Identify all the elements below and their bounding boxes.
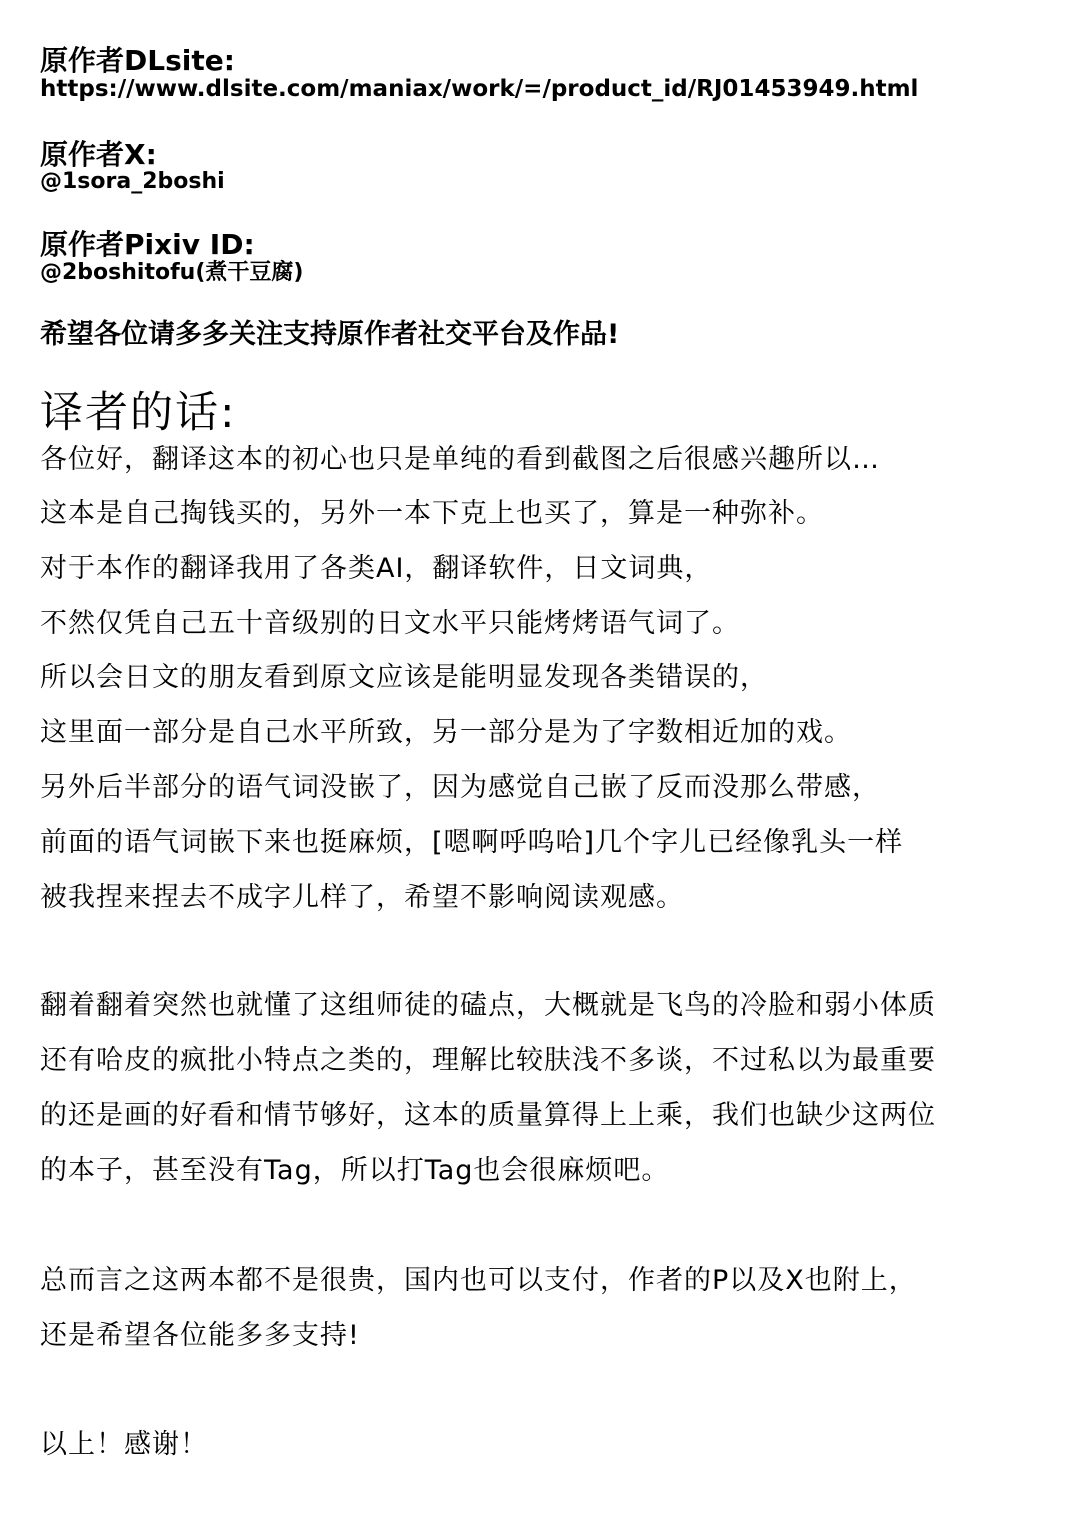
note-line: 对于本作的翻译我用了各类AI，翻译软件，日文词典， bbox=[40, 553, 713, 584]
note-line: 所以会日文的朋友看到原文应该是能明显发现各类错误的， bbox=[40, 662, 768, 693]
x-handle: @1sora_2boshi bbox=[40, 169, 225, 194]
pixiv-label: 原作者Pixiv ID: bbox=[40, 228, 255, 261]
note-line: 被我捏来捏去不成字儿样了，希望不影响阅读观感。 bbox=[40, 882, 684, 913]
pixiv-handle: @2boshitofu(煮干豆腐) bbox=[40, 260, 304, 285]
note-line: 还有哈皮的疯批小特点之类的，理解比较肤浅不多谈，不过私以为最重要 bbox=[40, 1045, 936, 1076]
note-line: 还是希望各位能多多支持! bbox=[40, 1320, 360, 1351]
dlsite-url: https://www.dlsite.com/maniax/work/=/product_id/RJ01453949.html bbox=[40, 76, 919, 102]
support-message: 希望各位请多多关注支持原作者社交平台及作品! bbox=[40, 319, 620, 350]
note-line: 总而言之这两本都不是很贵，国内也可以支付，作者的P以及X也附上， bbox=[40, 1265, 917, 1296]
note-line: 这本是自己掏钱买的，另外一本下克上也买了，算是一种弥补。 bbox=[40, 498, 824, 529]
note-line: 前面的语气词嵌下来也挺麻烦，[嗯啊呼呜哈]几个字儿已经像乳头一样 bbox=[40, 827, 904, 858]
note-line: 这里面一部分是自己水平所致，另一部分是为了字数相近加的戏。 bbox=[40, 717, 852, 748]
translator-note-heading: 译者的话: bbox=[40, 388, 237, 438]
closing-line: 以上！感谢！ bbox=[40, 1429, 208, 1460]
note-line: 的本子，甚至没有Tag，所以打Tag也会很麻烦吧。 bbox=[40, 1155, 670, 1186]
note-line: 的还是画的好看和情节够好，这本的质量算得上上乘，我们也缺少这两位 bbox=[40, 1100, 936, 1131]
note-line: 另外后半部分的语气词没嵌了，因为感觉自己嵌了反而没那么带感， bbox=[40, 772, 880, 803]
x-label: 原作者X: bbox=[40, 138, 157, 171]
dlsite-label: 原作者DLsite: bbox=[40, 44, 235, 77]
note-line: 翻着翻着突然也就懂了这组师徒的磕点，大概就是飞鸟的冷脸和弱小体质 bbox=[40, 990, 936, 1021]
note-line: 不然仅凭自己五十音级别的日文水平只能烤烤语气词了。 bbox=[40, 608, 740, 639]
note-line: 各位好，翻译这本的初心也只是单纯的看到截图之后很感兴趣所以… bbox=[40, 444, 880, 475]
